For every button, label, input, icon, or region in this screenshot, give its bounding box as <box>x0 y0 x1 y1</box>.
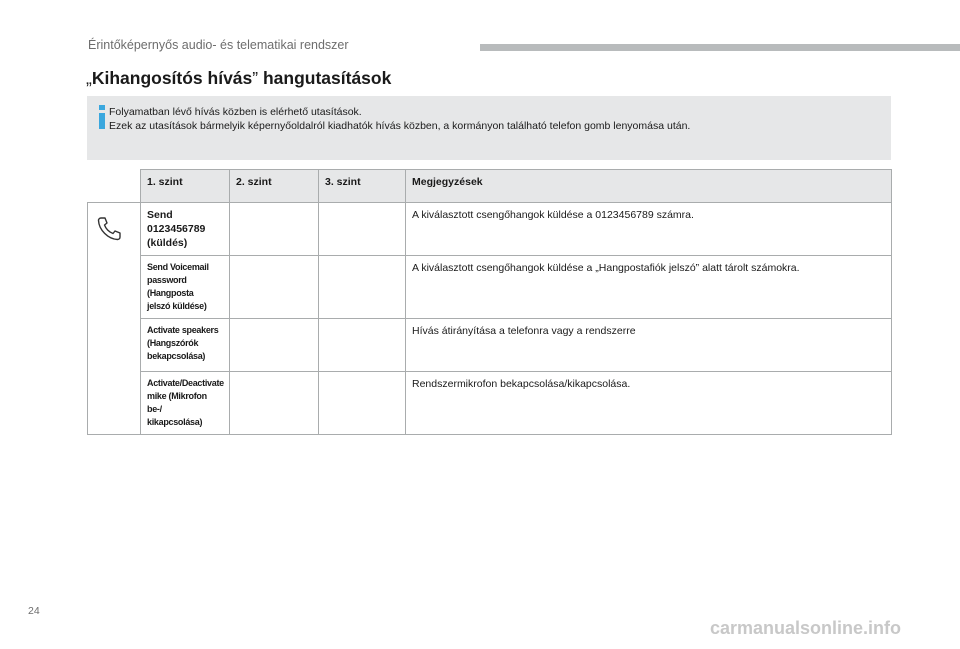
level2-cell <box>230 203 319 256</box>
level3-cell <box>319 203 406 256</box>
level3-cell <box>319 319 406 372</box>
table-row <box>88 319 892 372</box>
title-quote-open: „ <box>86 68 92 88</box>
title-quote-close: ” <box>252 68 259 88</box>
running-header: Érintőképernyős audio- és telematikai rendszer <box>88 38 349 52</box>
column-header: 2. szint <box>230 170 319 203</box>
level2-cell <box>230 319 319 372</box>
level1-cell <box>141 372 230 435</box>
title-suffix: hangutasítások <box>258 68 392 88</box>
section-title <box>86 68 391 89</box>
level1-line: password (Hangposta <box>147 275 194 298</box>
title-main: Kihangosítós hívás <box>91 68 253 88</box>
info-box <box>87 96 891 160</box>
commands-table <box>87 169 892 435</box>
level1-line: kikapcsolása) <box>147 417 203 427</box>
phone-cell <box>88 203 141 435</box>
level1-line: 0123456789 <box>147 223 206 235</box>
level1-line: bekapcsolása) <box>147 351 206 361</box>
column-header: Megjegyzések <box>406 170 892 203</box>
level1-line: Send Voicemail <box>147 262 209 272</box>
level1-line: (Hangszórók <box>147 338 199 348</box>
level3-cell <box>319 256 406 319</box>
header-blank <box>88 170 141 203</box>
table-row <box>88 372 892 435</box>
table-header-row <box>88 170 892 203</box>
info-line: Ezek az utasítások bármelyik képernyőoldalról kiadhatók hívás közben, a kormányon található telefon gomb lenyomása után. <box>109 120 691 132</box>
phone-handset-icon <box>94 214 124 244</box>
level1-line: (küldés) <box>147 237 188 249</box>
header-bar <box>480 44 960 51</box>
table-row <box>88 256 892 319</box>
level1-line: Send <box>147 209 173 221</box>
column-header: 3. szint <box>319 170 406 203</box>
info-line: Folyamatban lévő hívás közben is elérhető utasítások. <box>109 106 362 118</box>
watermark: carmanualsonline.info <box>710 618 902 638</box>
level1-line: Activate/Deactivate <box>147 378 224 388</box>
page-number: 24 <box>28 605 40 617</box>
column-header: 1. szint <box>141 170 230 203</box>
level2-cell <box>230 372 319 435</box>
info-i-icon <box>95 104 109 130</box>
table-row <box>88 203 892 256</box>
note-cell: A kiválasztott csengőhangok küldése a „Hangpostafiók jelszó” alatt tárolt számokra. <box>406 256 892 319</box>
level2-cell <box>230 256 319 319</box>
level3-cell <box>319 372 406 435</box>
level1-cell <box>141 203 230 256</box>
level1-cell <box>141 319 230 372</box>
note-cell: Rendszermikrofon bekapcsolása/kikapcsolása. <box>406 372 892 435</box>
info-text <box>109 105 690 133</box>
note-cell: Hívás átirányítása a telefonra vagy a rendszerre <box>406 319 892 372</box>
level1-cell <box>141 256 230 319</box>
level1-line: Activate speakers <box>147 325 219 335</box>
level1-line: jelszó küldése) <box>147 301 207 311</box>
note-cell: A kiválasztott csengőhangok küldése a 0123456789 számra. <box>406 203 892 256</box>
level1-line: mike (Mikrofon be-/ <box>147 391 207 414</box>
